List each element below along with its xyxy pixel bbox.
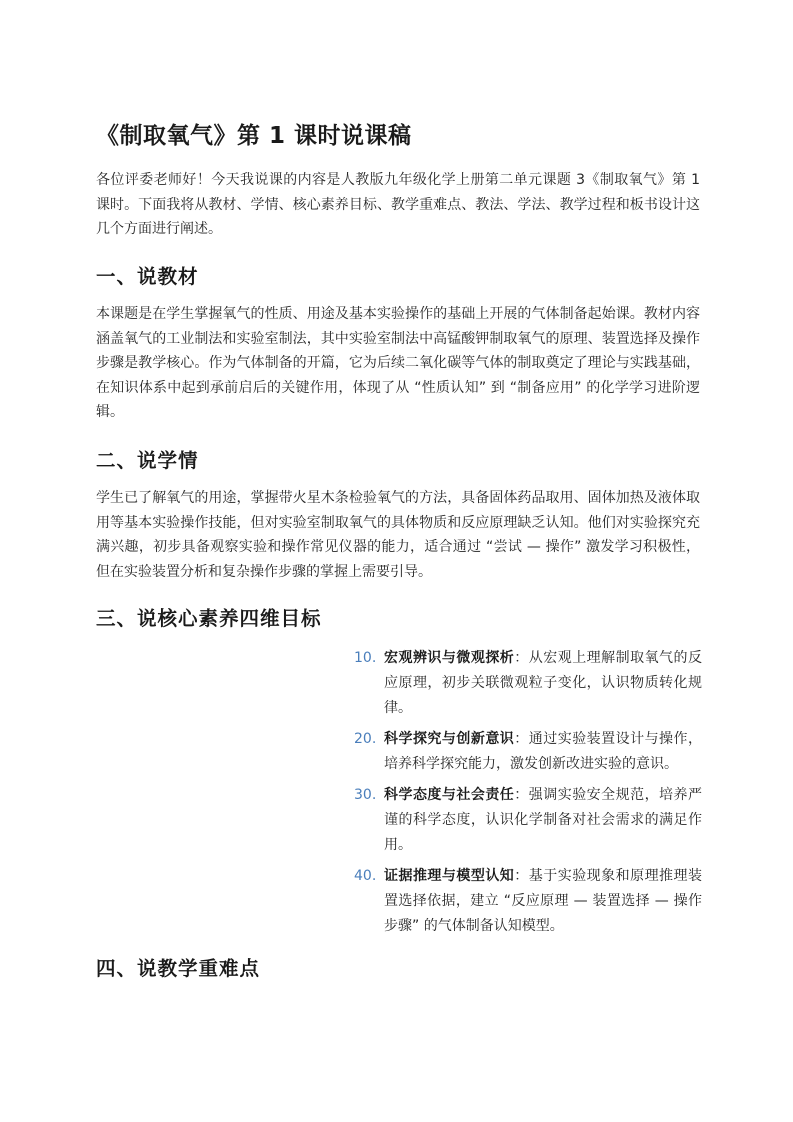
section-heading-goals: 三、说核心素养四维目标 [96,607,322,630]
section-heading-students: 二、说学情 [96,449,199,472]
goal-label: 宏观辨识与微观探析 [384,650,515,666]
section-body-textbook: 本课题是在学生掌握氧气的性质、用途及基本实验操作的基础上开展的气体制备起始课。教材内容涵盖氧气的工业制法和实验室制法，其中实验室制法中高锰酸钾制取氧气的原理、装置选择及操作步骤是教学核心。作为气体制备的开篇，它为后续二氧化碳等气体的制取奠定了理论与实践基础，在知识体系中起到承前启后的关键作用，体现了从 “性质认知” 到 “制备应用” 的化学学习进阶逻辑。 [96,306,700,420]
goal-item [354,646,702,721]
document-title: 《制取氧气》第 1 课时说课稿 [96,123,412,149]
goal-text: ：通过实验装置设计与操作，培养科学探究能力，激发创新改进实验的意识。 [384,731,703,772]
section-heading-key-points: 四、说教学重难点 [96,957,261,980]
goal-number: 30. [354,787,377,803]
goal-item [354,727,702,777]
goal-number: 10. [354,650,377,666]
section-body-students: 学生已了解氧气的用途，掌握带火星木条检验氧气的方法，具备固体药品取用、固体加热及液体取用等基本实验操作技能，但对实验室制取氧气的具体物质和反应原理缺乏认知。他们对实验探究充满兴趣，初步具备观察实验和操作常见仪器的能力，适合通过 “尝试 — 操作” 激发学习积极性，但在实验装置分析和复杂操作步骤的掌握上需要引导。 [96,490,700,580]
goal-item [354,864,702,939]
section-heading-textbook: 一、说教材 [96,265,199,288]
goal-text: ：基于实验现象和原理推理装置选择依据，建立 “反应原理 — 装置选择 — 操作步骤” 的气体制备认知模型。 [384,868,703,934]
goal-label: 证据推理与模型认知 [384,868,515,884]
goal-number: 40. [354,868,377,884]
goal-item [354,783,702,858]
goals-list [354,646,702,945]
goal-label: 科学探究与创新意识 [384,731,515,747]
goal-label: 科学态度与社会责任 [384,787,515,803]
goal-text: ：从宏观上理解制取氧气的反应原理，初步关联微观粒子变化，认识物质转化规律。 [384,650,703,716]
goal-number: 20. [354,731,377,747]
goal-text: ：强调实验安全规范，培养严谨的科学态度，认识化学制备对社会需求的满足作用。 [384,787,703,853]
intro-paragraph: 各位评委老师好！今天我说课的内容是人教版九年级化学上册第二单元课题 3《制取氧气》第 1 课时。下面我将从教材、学情、核心素养目标、教学重难点、教法、学法、教学过程和板书设计这几个方面进行阐述。 [96,172,700,237]
